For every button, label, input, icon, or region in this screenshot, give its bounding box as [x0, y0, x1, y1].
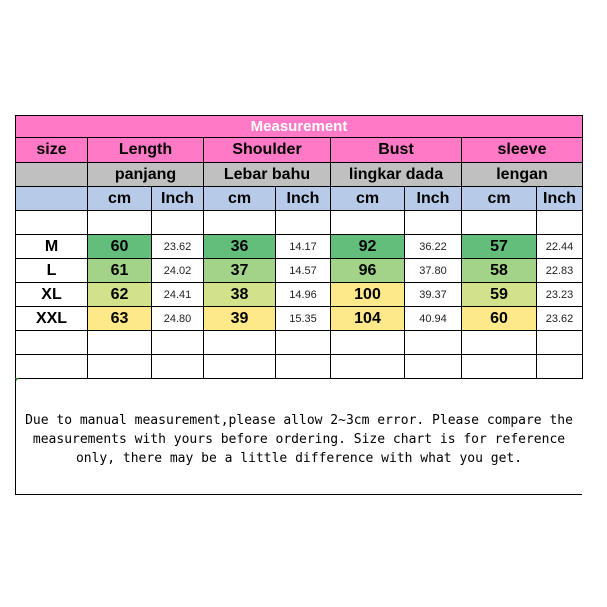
bust-inch-cell: 36.22 [405, 235, 462, 259]
empty-cell [88, 331, 152, 355]
empty-cell [405, 211, 462, 235]
size-chart-table [15, 115, 583, 379]
bust-translation: lingkar dada [331, 163, 462, 187]
empty-cell [204, 355, 276, 379]
empty-cell [462, 211, 537, 235]
length-inch-cell: 23.62 [152, 235, 204, 259]
table-row [16, 307, 583, 331]
length-inch-cell: 24.41 [152, 283, 204, 307]
length-inch-unit: Inch [152, 187, 204, 211]
shoulder-inch-cell: 14.57 [276, 259, 331, 283]
sleeve-inch-cell: 22.83 [537, 259, 583, 283]
empty-cell [204, 211, 276, 235]
shoulder-cm-cell: 39 [204, 307, 276, 331]
sleeve-inch-unit: Inch [537, 187, 583, 211]
note-line: only, there may be a little difference with what you get. [75, 451, 523, 466]
bust-cm-cell: 96 [331, 259, 405, 283]
length-header: Length [88, 138, 204, 163]
bust-cm-cell: 92 [331, 235, 405, 259]
size-cell: XXL [16, 307, 88, 331]
sleeve-cm-cell: 58 [462, 259, 537, 283]
shoulder-cm-cell: 38 [204, 283, 276, 307]
size-unit-blank [16, 187, 88, 211]
shoulder-inch-cell: 14.17 [276, 235, 331, 259]
measurement-note [15, 379, 582, 495]
empty-row [16, 355, 583, 379]
table-row [16, 259, 583, 283]
bust-inch-cell: 40.94 [405, 307, 462, 331]
empty-cell [405, 331, 462, 355]
empty-cell [276, 211, 331, 235]
empty-cell [331, 331, 405, 355]
empty-cell [331, 211, 405, 235]
bust-cm-cell: 104 [331, 307, 405, 331]
shoulder-header: Shoulder [204, 138, 331, 163]
bust-cm-unit: cm [331, 187, 405, 211]
empty-cell [462, 331, 537, 355]
empty-cell [88, 211, 152, 235]
shoulder-cm-cell: 37 [204, 259, 276, 283]
shoulder-inch-cell: 14.96 [276, 283, 331, 307]
empty-cell [537, 211, 583, 235]
table-title: Measurement [16, 116, 583, 138]
length-cm-unit: cm [88, 187, 152, 211]
sleeve-cm-cell: 60 [462, 307, 537, 331]
empty-cell [16, 355, 88, 379]
length-inch-cell: 24.80 [152, 307, 204, 331]
size-translation-blank [16, 163, 88, 187]
empty-cell [276, 331, 331, 355]
sleeve-inch-cell: 22.44 [537, 235, 583, 259]
bust-inch-cell: 39.37 [405, 283, 462, 307]
empty-cell [152, 355, 204, 379]
table-row [16, 283, 583, 307]
bust-inch-cell: 37.80 [405, 259, 462, 283]
sleeve-header: sleeve [462, 138, 583, 163]
note-line: measurements with yours before ordering. Size chart is for reference [32, 432, 566, 447]
empty-cell [152, 211, 204, 235]
length-cm-cell: 61 [88, 259, 152, 283]
empty-row [16, 331, 583, 355]
bust-cm-cell: 100 [331, 283, 405, 307]
empty-cell [204, 331, 276, 355]
empty-cell [462, 355, 537, 379]
empty-cell [331, 355, 405, 379]
shoulder-translation: Lebar bahu [204, 163, 331, 187]
empty-cell [16, 211, 88, 235]
sleeve-inch-cell: 23.23 [537, 283, 583, 307]
sleeve-cm-cell: 59 [462, 283, 537, 307]
length-cm-cell: 60 [88, 235, 152, 259]
empty-cell [276, 355, 331, 379]
size-cell: XL [16, 283, 88, 307]
sleeve-cm-unit: cm [462, 187, 537, 211]
shoulder-inch-unit: Inch [276, 187, 331, 211]
empty-cell [537, 355, 583, 379]
sleeve-cm-cell: 57 [462, 235, 537, 259]
size-header: size [16, 138, 88, 163]
empty-cell [405, 355, 462, 379]
empty-cell [16, 331, 88, 355]
bust-header: Bust [331, 138, 462, 163]
empty-cell [88, 355, 152, 379]
length-cm-cell: 63 [88, 307, 152, 331]
shoulder-cm-cell: 36 [204, 235, 276, 259]
sleeve-inch-cell: 23.62 [537, 307, 583, 331]
length-translation: panjang [88, 163, 204, 187]
sleeve-translation: lengan [462, 163, 583, 187]
empty-cell [152, 331, 204, 355]
shoulder-cm-unit: cm [204, 187, 276, 211]
bust-inch-unit: Inch [405, 187, 462, 211]
table-row [16, 235, 583, 259]
empty-row [16, 211, 583, 235]
length-inch-cell: 24.02 [152, 259, 204, 283]
size-cell: L [16, 259, 88, 283]
shoulder-inch-cell: 15.35 [276, 307, 331, 331]
size-cell: M [16, 235, 88, 259]
length-cm-cell: 62 [88, 283, 152, 307]
empty-cell [537, 331, 583, 355]
note-line: Due to manual measurement,please allow 2~3cm error. Please compare the [25, 413, 573, 428]
